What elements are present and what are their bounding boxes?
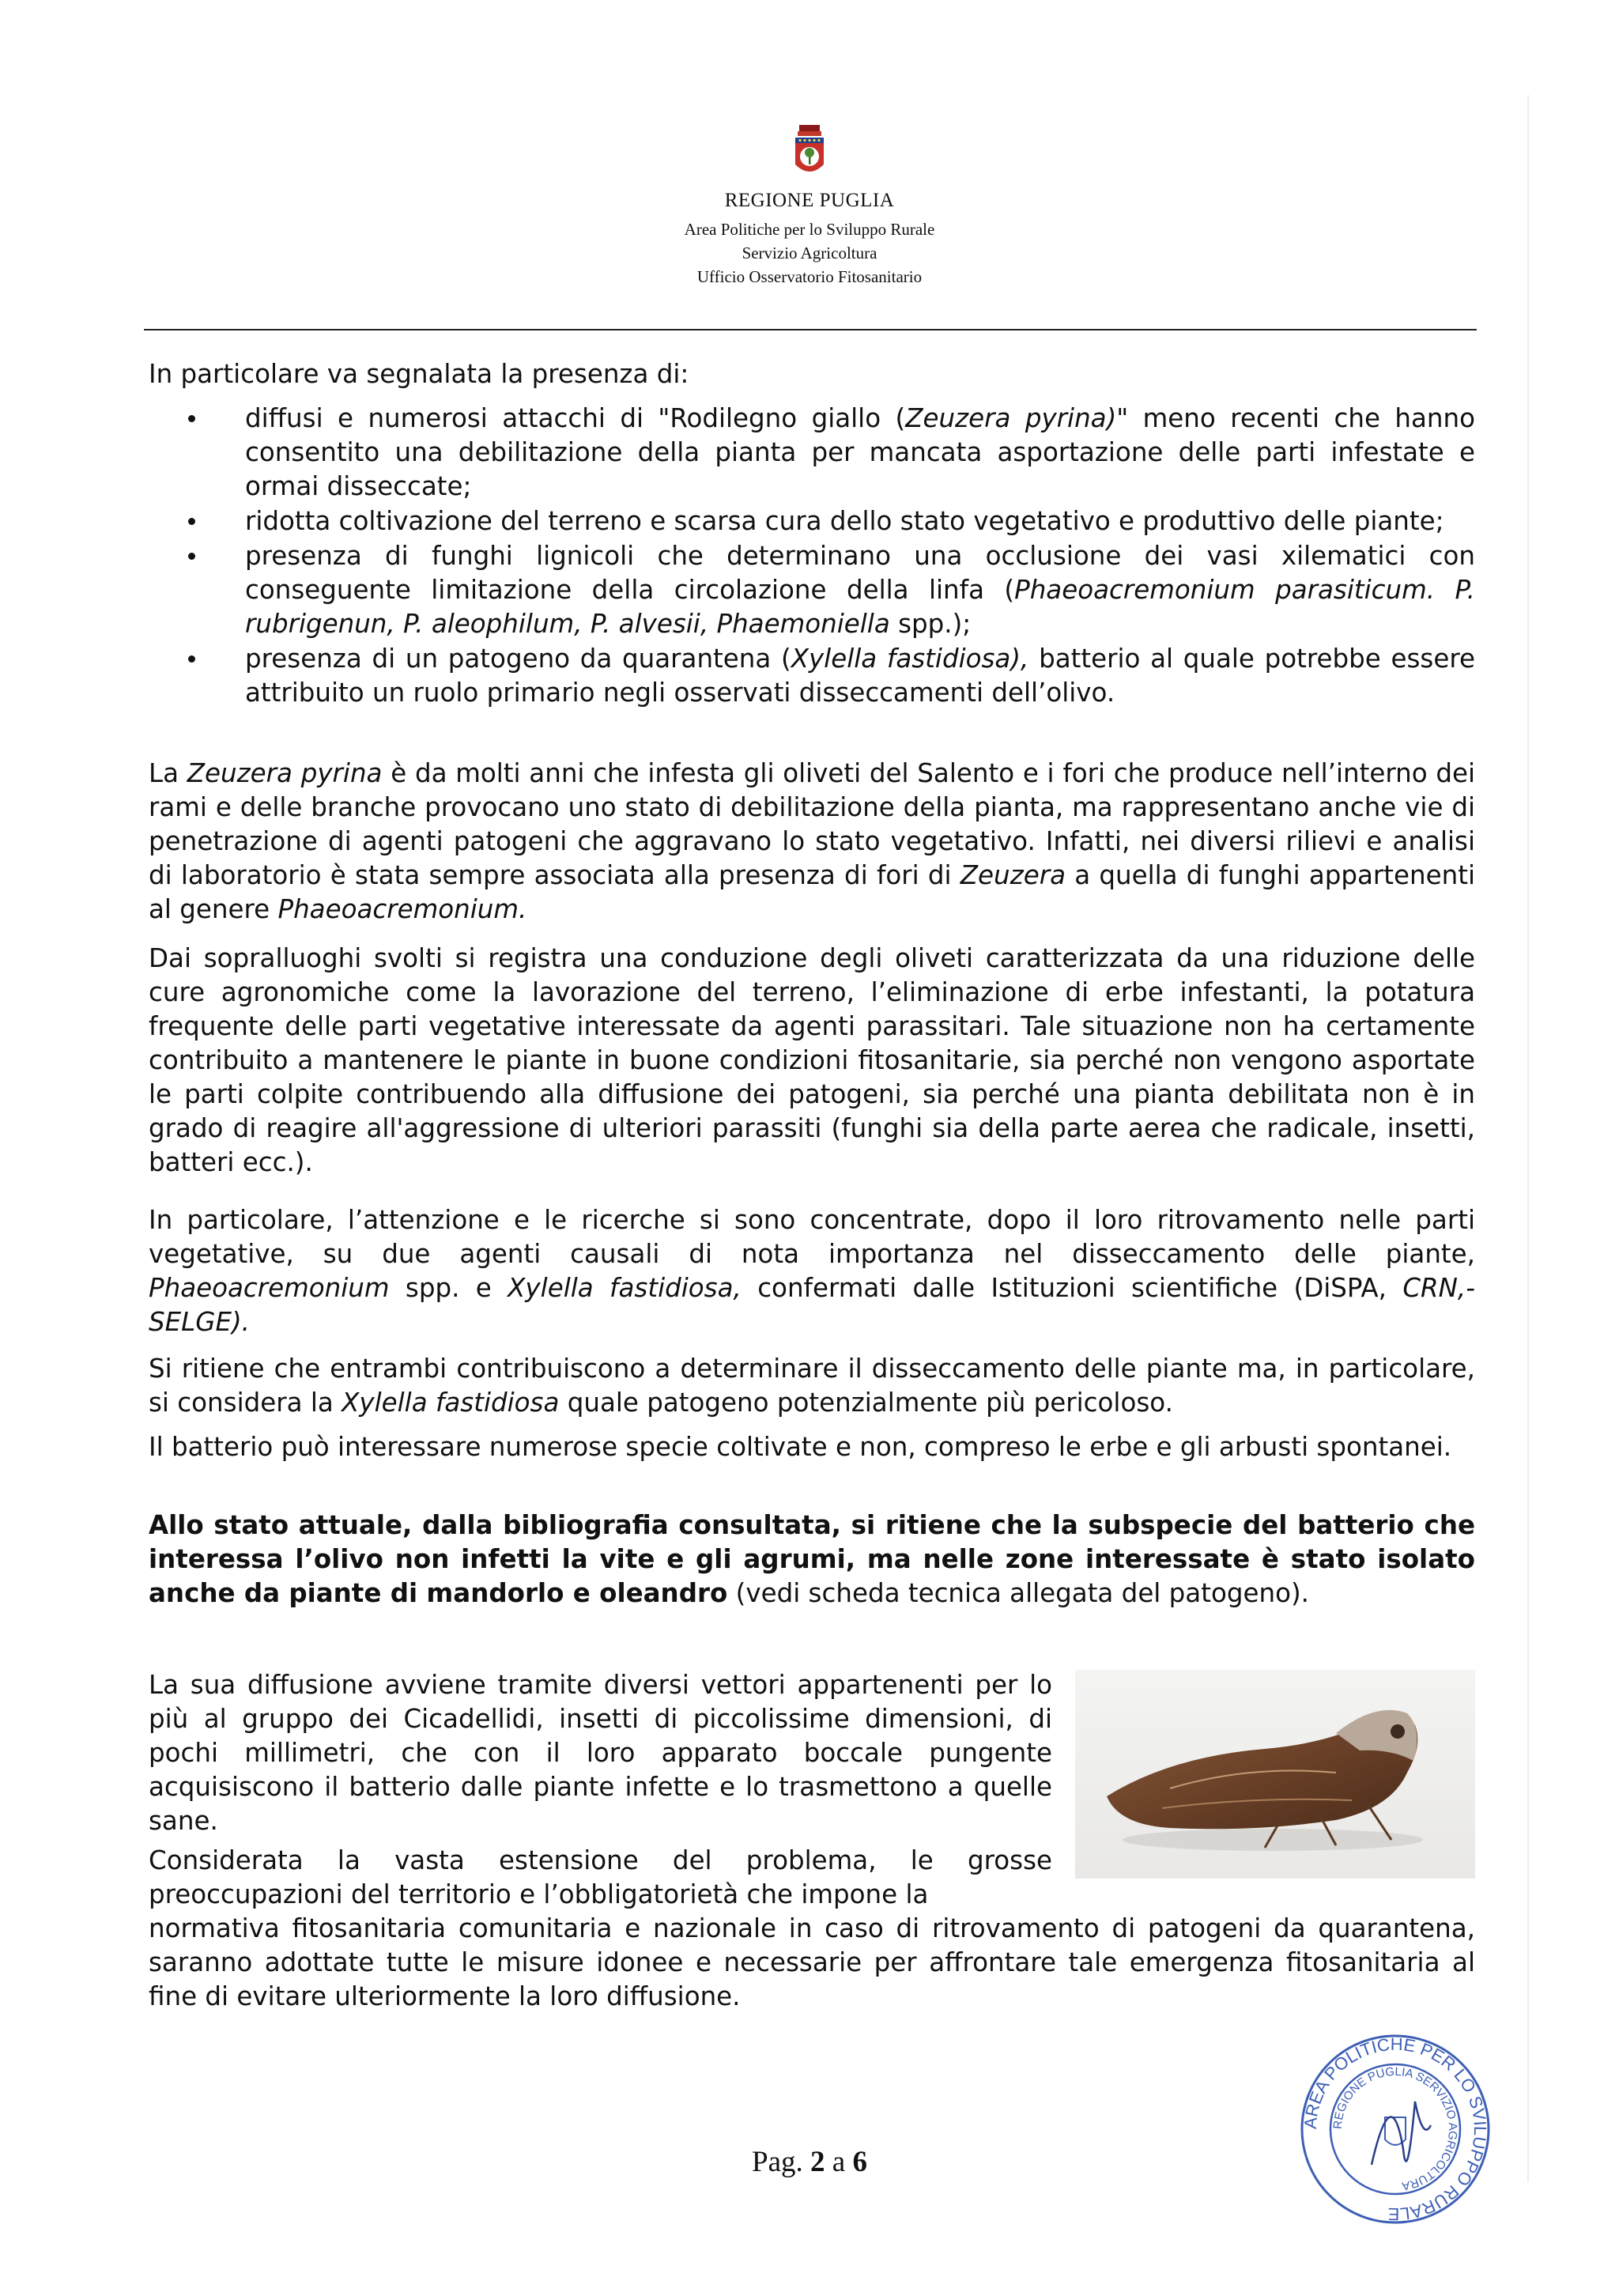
list-item	[149, 504, 1475, 538]
list-text: batterio al quale potrebbe essere attribuito un ruolo primario negli osservati disseccamenti dell’olivo.	[245, 644, 1476, 708]
bullet-icon	[188, 655, 195, 663]
list-item	[149, 539, 1475, 641]
bullet-icon	[188, 415, 195, 422]
header-servizio: Servizio Agricoltura	[742, 244, 877, 262]
official-stamp	[1296, 2030, 1494, 2228]
svg-text:REGIONE PUGLIA SERVIZIO AGRICO: REGIONE PUGLIA SERVIZIO AGRICOLTURA	[1330, 2064, 1460, 2193]
list-item	[149, 402, 1475, 504]
list-item	[149, 642, 1475, 710]
list-text-italic: Phaeoacremonium parasiticum. P. rubrigenun, P. aleophilum, P. alvesii, Phaemoniella	[245, 575, 1475, 639]
list-text: ridotta coltivazione del terreno e scarsa cura dello stato vegetativo e produttivo delle piante;	[245, 506, 1444, 536]
svg-text:AREA POLITICHE PER LO SVILUPPO: AREA POLITICHE PER LO SVILUPPO RURALE	[1300, 2034, 1491, 2225]
cicadellid-insect-photo	[1075, 1670, 1475, 1879]
header-rule	[144, 329, 1477, 330]
header-ufficio: Ufficio Osservatorio Fitosanitario	[696, 267, 923, 286]
list-text: spp.);	[889, 609, 972, 639]
list-text: presenza di un patogeno da quarantena (	[245, 644, 791, 674]
list-text: diffusi e numerosi attacchi di "Rodilegno giallo (	[245, 403, 906, 433]
header-area: Area Politiche per lo Sviluppo Rurale	[684, 220, 935, 239]
list-text: presenza di funghi lignicoli che determinano una occlusione dei vasi xilematici con conseguente limitazione della circolazione della linfa (	[245, 541, 1475, 605]
intro-paragraph: In particolare va segnalata la presenza di:	[149, 359, 689, 389]
list-text: meno recenti che hanno consentito una debilitazione della pianta per mancata asportazione delle parti infestate e ormai disseccate;	[245, 403, 1475, 501]
regione-puglia-crest-icon	[793, 125, 826, 180]
header-org: REGIONE PUGLIA	[724, 190, 895, 211]
list-text-italic: Xylella fastidiosa),	[791, 644, 1029, 674]
list-text-italic: Zeuzera pyrina)"	[905, 403, 1129, 433]
paragraph-batterio: Il batterio può interessare numerose specie coltivate e non, compreso le erbe e gli arbusti spontanei.	[149, 1432, 1452, 1462]
paragraph-considerata: Considerata la vasta estensione del problema, le grosse preoccupazioni del territorio e l’obbligatorietà che impone la	[149, 1845, 1052, 1909]
paragraph-vettori: La sua diffusione avviene tramite diversi vettori appartenenti per lo più al gruppo dei Cicadellidi, insetti di piccolissime dimensioni, di pochi millimetri, che con il loro apparato boccale pungente acquisiscono il batterio dalle piante infette e lo trasmettono a quelle sane.	[149, 1670, 1052, 1836]
bullet-icon	[188, 553, 195, 560]
page-number: Pag. 2 a 6	[752, 2146, 867, 2178]
paragraph-sopralluoghi: Dai sopralluoghi svolti si registra una conduzione degli oliveti caratterizzata da una riduzione delle cure agronomiche come la lavorazione del terreno, l’eliminazione di erbe infestanti, la potatura frequente delle parti vegetative interessate da agenti parassitari. Tale situazione non ha certamente contribuito a mantenere le piante in buone condizioni fitosanitarie, sia perché non vengono asportate le parti colpite contribuendo alla diffusione dei patogeni, sia perché una pianta debilitata non è in grado di reagire all'aggressione di ulteriori parassiti (funghi sia della parte aerea che radicale, insetti, batteri ecc.).	[149, 943, 1475, 1177]
margin-line	[1527, 95, 1529, 2182]
paragraph-considerata-cont: normativa fitosanitaria comunitaria e nazionale in caso di ritrovamento di patogeni da quarantena, saranno adottate tutte le misure idonee e necessarie per affrontare tale emergenza fitosanitaria al fine di evitare ulteriormente la loro diffusione.	[149, 1913, 1475, 2011]
bullet-list	[149, 402, 1475, 711]
paragraph-zeuzera: La Zeuzera pyrina è da molti anni che infesta gli oliveti del Salento e i fori che produce nell’interno dei rami e delle branche provocano uno stato di debilitazione della pianta, ma rappresentano anche vie di penetrazione di agenti patogeni che aggravano lo stato vegetativo. Infatti, nei diversi rilievi e analisi di laboratorio è stata sempre associata alla presenza di fori di Zeuzera a quella di funghi appartenenti al genere Phaeoacremonium.	[149, 758, 1475, 924]
paragraph-xylella: Si ritiene che entrambi contribuiscono a determinare il disseccamento delle piante ma, in particolare, si considera la Xylella fastidiosa quale patogeno potenzialmente più pericoloso.	[149, 1354, 1475, 1418]
paragraph-ricerche: In particolare, l’attenzione e le ricerche si sono concentrate, dopo il loro ritrovamento nelle parti vegetative, su due agenti causali di nota importanza nel disseccamento delle piante, Phaeoacremonium spp. e Xylella fastidiosa, confermati dalle Istituzioni scientifiche (DiSPA, CRN,- SELGE).	[149, 1205, 1475, 1337]
paragraph-bold-statement: Allo stato attuale, dalla bibliografia consultata, si ritiene che la subspecie del batterio che interessa l’olivo non infetti la vite e gli agrumi, ma nelle zone interessate è stato isolato anche da piante di mandorlo e oleandro (vedi scheda tecnica allegata del patogeno).	[149, 1510, 1475, 1608]
bullet-icon	[188, 518, 195, 525]
